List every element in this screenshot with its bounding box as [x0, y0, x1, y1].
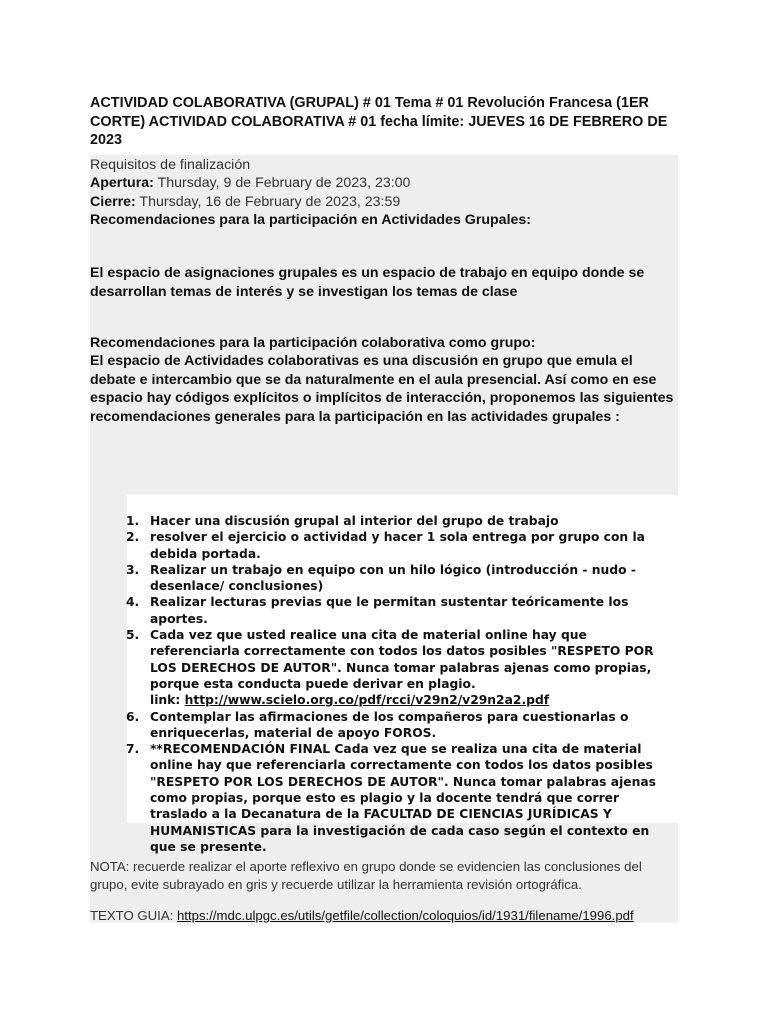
list-item: [104, 594, 674, 627]
list-number: 6.: [126, 709, 140, 724]
requirements-heading: Requisitos de finalización: [90, 157, 251, 173]
list-number: 7.: [126, 742, 140, 757]
guide-link[interactable]: https://mdc.ulpgc.es/utils/getfile/collection/coloquios/id/1931/filename/1996.pdf: [176, 908, 634, 923]
list-item: [104, 627, 674, 708]
guide-text: [90, 907, 680, 925]
scielo-link[interactable]: http://www.scielo.org.co/pdf/rcci/v29n2/v29n2a2.pdf: [184, 693, 550, 708]
list-item: [104, 562, 674, 595]
list-number: 5.: [126, 628, 140, 643]
list-item: [104, 741, 674, 855]
closing-label: Cierre:: [90, 193, 136, 210]
list-item-text: resolver el ejercicio o actividad y hacer 1 sola entrega por grupo con la debida portada.: [150, 530, 645, 561]
list-number: 3.: [126, 562, 140, 577]
list-number: 4.: [126, 595, 140, 610]
intro-paragraph: El espacio de asignaciones grupales es un espacio de trabajo en equipo donde se desarrollan temas de interés y se investigan los temas de clase: [90, 265, 645, 300]
opening-value: Thursday, 9 de February de 2023, 23:00: [153, 175, 411, 192]
list-item: [104, 513, 674, 529]
list-item-text: **RECOMENDACIÓN FINAL Cada vez que se realiza una cita de material online hay que referenciarla correctamente con todos los datos posibles "RESPETO POR LOS DERECHOS DE AUTOR". Nunca tomar palabras ajenas como propias, porque esto es plagio y la docente tendrá que correr traslado a la Decanatura de la FACULTAD DE CIENCIAS JURÍDICAS Y HUMANISTICAS para la investigación de cada caso según el contexto en que se presente.: [150, 742, 656, 854]
note-paragraph: NOTA: recuerde realizar el aporte reflexivo en grupo donde se evidencien las conclusiones del grupo, evite subrayado en gris y recuerde utilizar la herramienta revisión ortográfica.: [90, 859, 642, 892]
recommendations-list: [104, 513, 674, 855]
closing-value: Thursday, 16 de February de 2023, 23:59: [135, 193, 401, 210]
list-item-text: Contemplar las afirmaciones de los compañeros para cuestionarlas o enriquecerlas, material de apoyo FOROS.: [150, 709, 629, 740]
list-item: [104, 709, 674, 742]
list-number: 1.: [126, 514, 140, 528]
list-item: [104, 529, 674, 562]
closing-date: [90, 193, 680, 211]
guide-label: TEXTO GUIA:: [90, 908, 177, 923]
collab-heading: Recomendaciones para la participación colaborativa como grupo:: [90, 335, 536, 351]
recommendations-heading: Recomendaciones para la participación en Actividades Grupales:: [90, 211, 532, 228]
list-item-text: Realizar lecturas previas que le permitan sustentar teóricamente los aportes.: [150, 595, 629, 626]
list-item-text: Realizar un trabajo en equipo con un hilo lógico (introducción - nudo - desenlace/ conclusiones): [150, 562, 636, 594]
list-number: 2.: [126, 530, 140, 545]
completion-requirements: [90, 156, 680, 229]
opening-label: Apertura:: [90, 175, 154, 192]
link-label: link:: [150, 693, 185, 708]
list-item-text: Hacer una discusión grupal al interior del grupo de trabajo: [150, 514, 559, 528]
list-item-text: Cada vez que usted realice una cita de material online hay que referenciarla correctamente con todos los datos posibles "RESPETO POR LOS DERECHOS DE AUTOR". Nunca tomar palabras ajenas como propias, porque esta conducta puede derivar en plagio.: [150, 628, 654, 691]
opening-date: [90, 174, 680, 192]
collab-paragraph: El espacio de Actividades colaborativas es una discusión en grupo que emula el debate e intercambio que se da naturalmente en el aula presencial. Así como en ese espacio hay códigos explícitos o implícitos de interacción, proponemos las siguientes recomendaciones generales para la participación en las actividades grupales :: [90, 353, 674, 425]
page-title: ACTIVIDAD COLABORATIVA (GRUPAL) # 01 Tema # 01 Revolución Francesa (1ER CORTE) ACTIVIDAD COLABORATIVA # 01 fecha límite: JUEVES 16 DE FEBRERO DE 2023: [90, 95, 668, 148]
